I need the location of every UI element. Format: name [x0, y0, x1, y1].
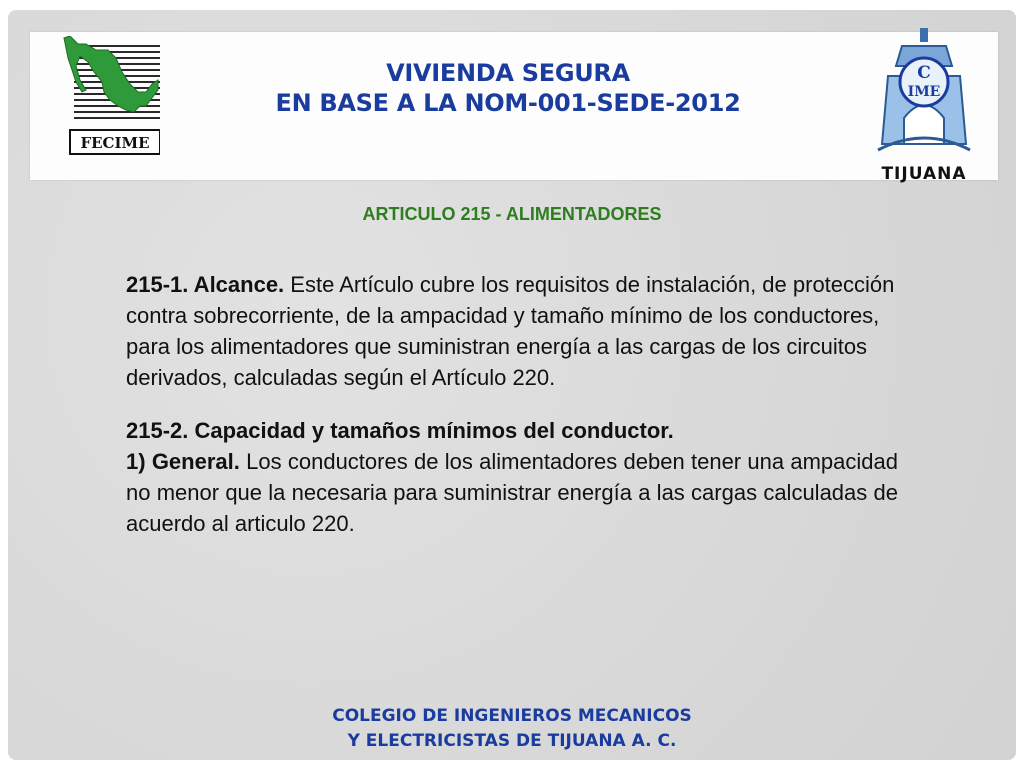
footer — [8, 704, 1016, 754]
cime-logo — [874, 26, 974, 166]
article-heading: ARTICULO 215 - ALIMENTADORES — [362, 204, 662, 224]
capacidad-heading: 215-2. Capacidad y tamaños mínimos del conductor. — [126, 418, 674, 443]
tower-top — [920, 28, 928, 42]
title-line-2: EN BASE A LA NOM-001-SEDE-2012 — [275, 89, 741, 117]
slide — [8, 10, 1016, 760]
logo-letters-ime: IME — [907, 84, 941, 100]
alcance-text: Este Artículo cubre los requisitos de instalación, de protección contra sobrecorriente, de la ampacidad y tamaño mínimo de los conductores, para los alimentadores que suministran energía a las cargas de los circuitos derivados, calculadas según el Artículo 220. — [126, 272, 895, 390]
general-label: 1) General. — [126, 449, 240, 474]
paragraph-capacidad-heading — [126, 415, 898, 446]
page-title — [188, 58, 828, 118]
alcance-label: 215-1. Alcance. — [126, 272, 285, 297]
footer-line-1: COLEGIO DE INGENIEROS MECANICOS — [332, 706, 692, 726]
title-line-1: VIVIENDA SEGURA — [386, 59, 630, 87]
fecime-logo-text: FECIME — [80, 134, 150, 152]
logo-caption: TIJUANA — [881, 164, 967, 184]
logo-letter-c: C — [917, 63, 931, 83]
general-text: Los conductores de los alimentadores deben tener una ampacidad no menor que la necesaria para suministrar energía a las cargas calculadas de acuerdo al articulo 220. — [126, 449, 898, 536]
paragraph-alcance — [126, 269, 898, 393]
article-body — [126, 269, 898, 539]
fecime-logo — [56, 36, 160, 156]
paragraph-general — [126, 446, 898, 539]
footer-line-2: Y ELECTRICISTAS DE TIJUANA A. C. — [347, 731, 677, 751]
